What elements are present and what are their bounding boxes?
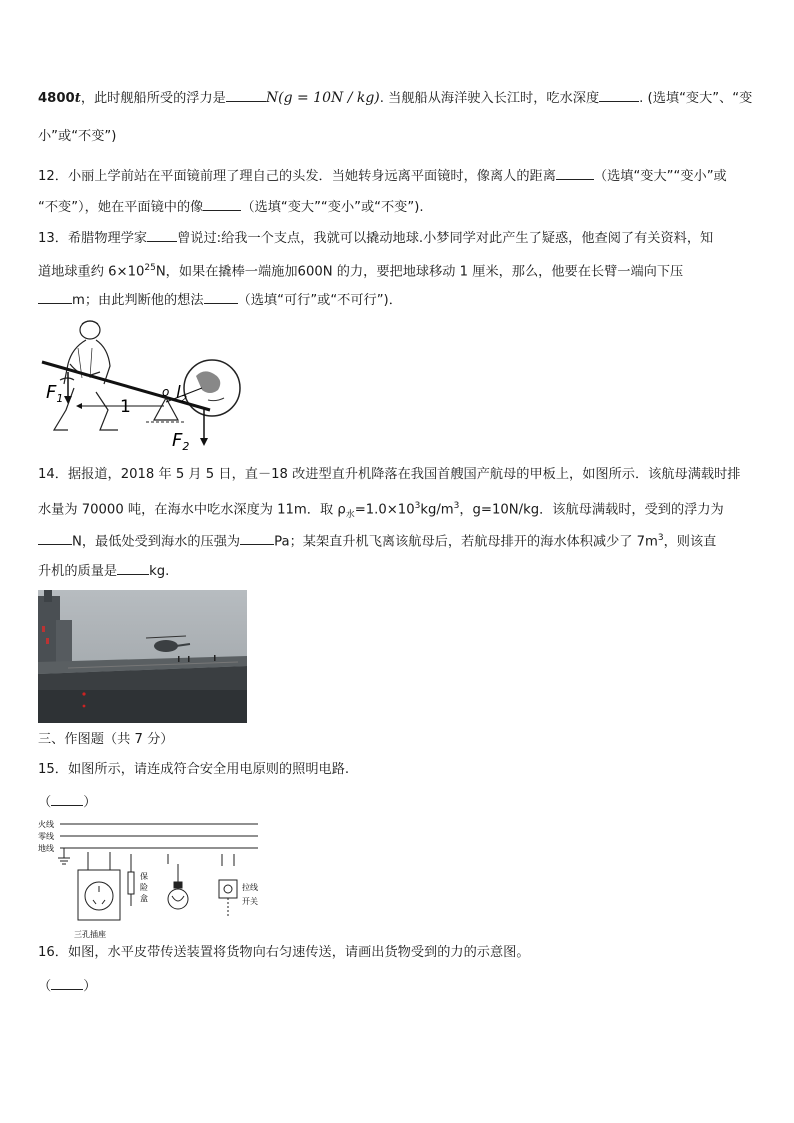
- q14-text-f: Pa；某架直升机飞离该航母后，若航母排开的海水体积减少了 7m: [274, 534, 658, 550]
- f2-label: $F_2$: [172, 430, 190, 450]
- q12-text-a: 12．小丽上学前站在平面镜前理了理自己的头发．当她转身远离平面镜时，像离人的距离: [38, 169, 556, 184]
- answer-blank[interactable]: [203, 197, 241, 211]
- q11-line-1: [38, 88, 752, 108]
- f1-label: $F_1$: [46, 382, 64, 405]
- bulb-icon[interactable]: [168, 889, 188, 909]
- q14-text-i: kg.: [149, 564, 170, 579]
- q14-line-4: [38, 561, 169, 581]
- q11-text-a: 4800: [38, 91, 75, 106]
- q14-sup-a: 3: [414, 501, 421, 511]
- fuse-box[interactable]: [128, 872, 134, 894]
- answer-blank[interactable]: [38, 290, 72, 304]
- q13-line-1: [38, 228, 713, 248]
- switch-label-2: 开关: [242, 897, 258, 906]
- q13-text-c: 道地球重约 6×10: [38, 264, 145, 280]
- q12-text-b: （选填“变大”“变小”或: [593, 169, 727, 184]
- q14-text-g: ，则该直: [663, 534, 717, 550]
- paren-right: ）: [83, 795, 97, 810]
- q15-text: 15．如图所示，请连成符合安全用电原则的照明电路.: [38, 762, 350, 777]
- q14-text-c: kg/m: [420, 502, 454, 518]
- answer-blank[interactable]: [240, 531, 274, 545]
- q13-line-3: [38, 290, 402, 310]
- q13-text-f: （选填“可行”或“不可行”)．: [237, 293, 402, 308]
- section-title: 三、作图题（共 7 分）: [38, 732, 174, 747]
- pull-switch[interactable]: [219, 880, 237, 898]
- earth-illustration: [184, 360, 240, 416]
- paren-left: （: [38, 979, 52, 994]
- q14-line-3: [38, 529, 716, 551]
- q14-text-a: 水量为 70000 吨，在海水中吃水深度为 11m．取 ρ: [38, 502, 346, 518]
- fuse-label-3: 盒: [140, 894, 148, 903]
- answer-blank[interactable]: [204, 290, 238, 304]
- q14-sub-water: 水: [345, 510, 355, 521]
- fuse-label-1: 保: [140, 872, 148, 881]
- q13-text-a: 13．希腊物理学家: [38, 231, 148, 246]
- q14-line-1: 14．据报道，2018 年 5 月 5 日，直－18 改进型直升机降落在我国首艘国产航母的甲板上，如图所示．该航母满载时排: [38, 467, 741, 482]
- circuit-figure: [38, 816, 263, 940]
- q13-text-e: m；由此判断他的想法: [72, 293, 204, 308]
- answer-blank[interactable]: [51, 792, 83, 806]
- paren-left: （: [38, 795, 52, 810]
- q13-text-d: N，如果在撬棒一端施加600N 的力，要把地球移动 1 厘米，那么，他要在长臂一端向下压: [155, 264, 684, 280]
- l1-label: 1: [120, 397, 131, 417]
- q12-line-1: [38, 166, 727, 186]
- neutral-label: 零线: [38, 832, 54, 841]
- live-label: 火线: [38, 820, 54, 829]
- q11-line-2: 小”或“不变”): [38, 129, 117, 144]
- q14-sup-b: 3: [453, 501, 460, 511]
- answer-blank[interactable]: [556, 166, 594, 180]
- q13-text-b: 曾说过:给我一个支点，我就可以撬动地球.小梦同学对此产生了疑惑，他查阅了有关资料，知: [177, 231, 714, 246]
- q11-unit-t: t: [74, 91, 81, 106]
- q16-text: 16．如图，水平皮带传送装置将货物向右匀速传送，请画出货物受到的力的示意图。: [38, 945, 530, 960]
- q14-text-b: =1.0×10: [354, 502, 415, 518]
- answer-blank[interactable]: [38, 531, 72, 545]
- switch-label-1: 拉线: [242, 883, 258, 892]
- answer-blank[interactable]: [51, 976, 83, 990]
- answer-blank[interactable]: [226, 88, 266, 102]
- q14-line-2: [38, 497, 724, 524]
- socket-label: 三孔插座: [74, 930, 106, 939]
- q11-text-b: ，此时舰船所受的浮力是: [80, 91, 226, 106]
- q14-text-d: ，g=10N/kg．该航母满载时，受到的浮力为: [459, 502, 724, 518]
- q14-text-e: N，最低处受到海水的压强为: [72, 534, 241, 550]
- ground-label: 地线: [38, 844, 54, 853]
- carrier-photo: [38, 590, 247, 723]
- q14-text-h: 升机的质量是: [38, 564, 118, 579]
- q11-text-c: . 当舰船从海洋驶入长江时，吃水深度: [379, 91, 600, 106]
- q13-line-2: [38, 259, 683, 281]
- q16-answer-paren: [38, 976, 96, 996]
- o-label: o: [162, 385, 170, 399]
- q12-text-d: （选填“变大”“变小”或“不变”).: [241, 200, 424, 215]
- q11-text-d: . (选填“变大”、“变: [639, 91, 753, 106]
- answer-blank[interactable]: [599, 88, 639, 102]
- fuse-label-2: 险: [140, 883, 148, 892]
- l2-label: $l_2$: [176, 383, 188, 405]
- q12-text-c: “不变”），她在平面镜中的像: [38, 200, 204, 215]
- lever-figure: [38, 318, 243, 450]
- q15-answer-paren: [38, 792, 96, 812]
- q13-exponent: 25: [144, 263, 156, 273]
- answer-blank[interactable]: [147, 228, 177, 242]
- paren-right: ）: [83, 979, 97, 994]
- q12-line-2: [38, 197, 424, 217]
- q11-formula: N(g = 10N / kg): [265, 90, 380, 106]
- three-hole-socket[interactable]: [78, 870, 120, 920]
- answer-blank[interactable]: [117, 561, 149, 575]
- q14-sup-c: 3: [657, 533, 664, 543]
